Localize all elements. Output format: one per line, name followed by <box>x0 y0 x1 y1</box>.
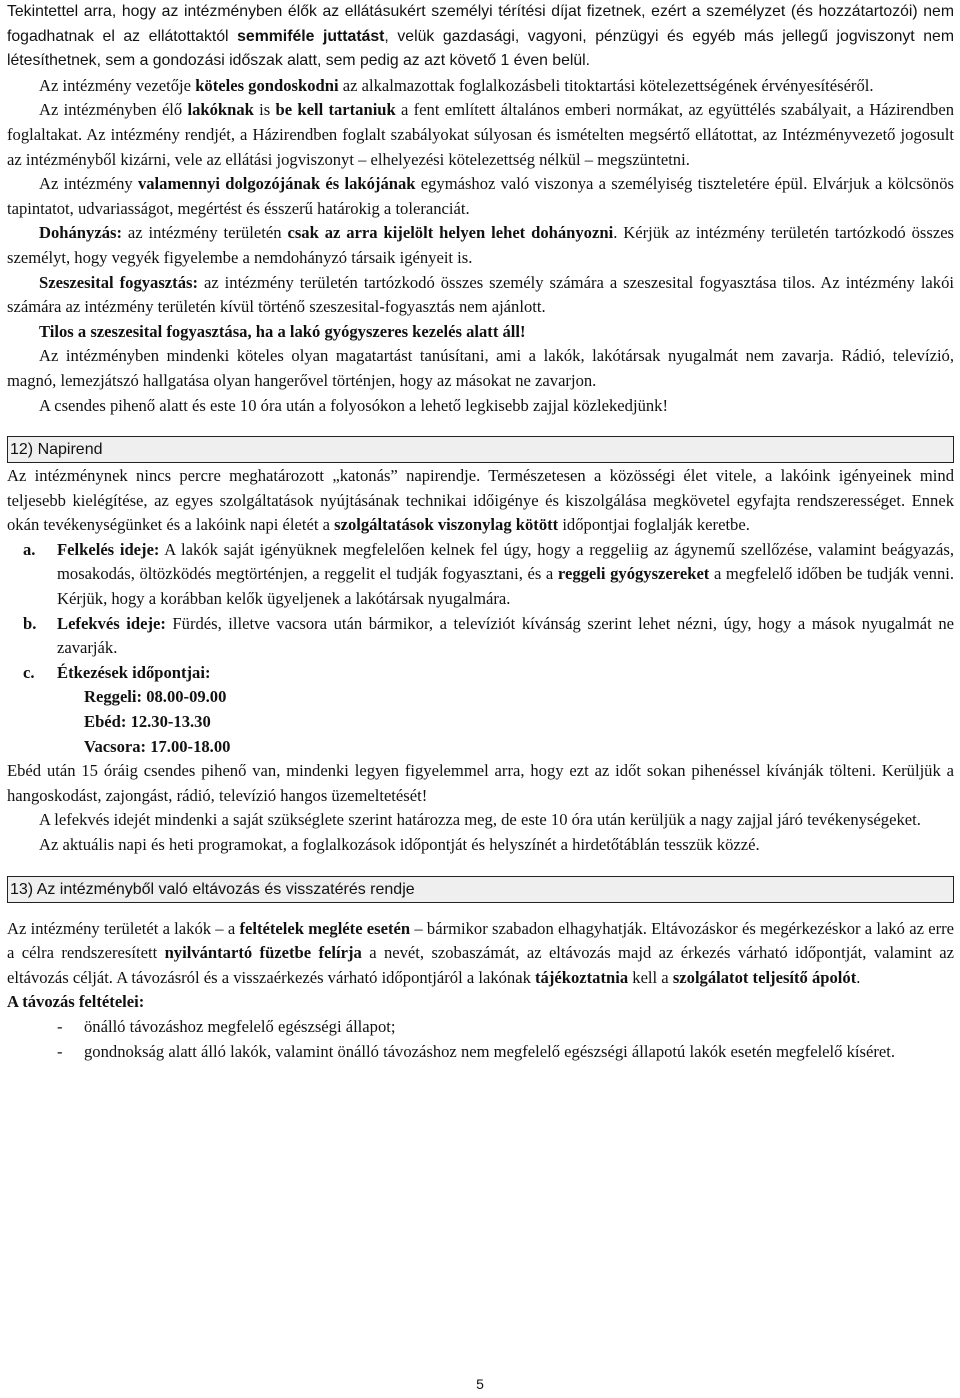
text: gondnokság alatt álló lakók, valamint önálló távozáshoz nem megfelelő egészségi állapotú lakók esetén megfelelő kíséret. <box>84 1041 895 1061</box>
text: is <box>253 100 276 120</box>
text: a nevét, szobaszámát, az eltávozás majd az érkezés várható időpontját, valamint az eltávozás célját. A távozásról és a visszaérkezés várható időpontjáról a lakónak <box>7 943 954 987</box>
bold-text: A távozás feltételei: <box>7 992 145 1012</box>
text: az alkalmazottak foglalkozásbeli titoktartási kötelezettségének érvényesítéséről. <box>338 75 874 95</box>
list-marker: a. <box>23 539 36 559</box>
condition-item <box>7 1040 954 1065</box>
text: . Kérjük az intézmény területén tartózkodó összes személyt, hogy vegyék figyelembe a nemdohányzó társaik igényeit is. <box>7 223 955 267</box>
list-item-bedtime <box>7 612 954 661</box>
page-number: 5 <box>476 1376 484 1392</box>
text: , velük gazdasági, vagyoni, pénzügyi és egyéb más jellegű jogviszonyt nem létesíthetnek, sem a gondozási időszak alatt, sem pedig az azt követő 1 éven belül. <box>7 27 954 70</box>
text: időpontjai foglalják keretbe. <box>558 515 750 535</box>
paragraph-alcohol-warning <box>7 320 954 345</box>
meal-time-breakfast: Reggeli: 08.00-09.00 <box>84 687 227 707</box>
bold-text: köteles gondoskodni <box>195 75 339 95</box>
text: Az intézmény területét a lakók – a <box>7 918 240 938</box>
bold-text: szolgálatot teljesítő ápolót <box>672 967 857 987</box>
meal-time-lunch: Ebéd: 12.30-13.30 <box>84 712 211 732</box>
text: az intézmény területén tartózkodó összes személy számára a szeszesital fogyasztása tilos. Az intézmény lakói számára az intézmény területén kívül történő szeszesital-fogyasztás nem ajánlott. <box>7 272 954 317</box>
text: önálló távozáshoz megfelelő egészségi állapot; <box>84 1016 396 1036</box>
bold-text: tájékoztatnia <box>535 967 629 987</box>
list-marker: c. <box>23 662 35 682</box>
text: kell a <box>628 967 673 987</box>
paragraph-bedtime-choice: A lefekvés idejét mindenki a saját szükséglete szerint határozza meg, de este 10 óra után kerüljük a nagy zajjal járó tevékenységeket. <box>39 810 921 830</box>
meal-time-dinner: Vacsora: 17.00-18.00 <box>84 736 231 756</box>
bold-text: csak az arra kijelölt helyen lehet dohányozni <box>287 223 614 243</box>
text: Az intézményben élő <box>39 100 188 120</box>
list-marker: - <box>57 1016 63 1036</box>
text: A lakók saját igényüknek megfelelően kelnek fel úgy, hogy a reggeliig az ágynemű szellőzése, valamint beágyazás, mosakodás, öltözködés megtörténjen, a reggelit el tudják fogyasztani, és a <box>57 539 954 584</box>
text: Fürdés, illetve vacsora után bármikor, a televíziót kívánság szerint lehet nézni, úgy, hogy a mások nyugalmát ne zavarják. <box>57 613 954 658</box>
paragraph-no-gifts <box>7 0 954 74</box>
bold-text: Szeszesital fogyasztás: <box>39 272 198 292</box>
text: Tekintettel arra, hogy az intézményben élők az ellátásukért személyi térítési díjat fizetnek, ezért a személyzet (és hozzátartozói) nem fogadhatnak el az ellátottaktól <box>7 3 954 45</box>
bold-text: valamennyi dolgozójának és lakójának <box>137 174 416 194</box>
text: az intézmény területén <box>121 223 288 243</box>
bold-text: lakóknak <box>187 100 254 120</box>
document-page <box>7 0 954 1064</box>
conditions-title <box>7 990 954 1015</box>
text: . <box>856 967 861 987</box>
paragraph-quiet: Az intézményben mindenki köteles olyan magatartást tanúsítani, ami a lakók, lakótársak nyugalmát nem zavarja. Rádió, televízió, magnó, lemezjátszó hallgatása olyan hangerővel történjen, hogy az másokat ne zavarjon. <box>7 346 954 390</box>
text: egymáshoz való viszonya a személyiség tiszteletére épül. Elvárjuk a kölcsönös tapintatot, udvariasságot, megértést és ésszerű határokig a toleranciát. <box>7 174 954 218</box>
list-marker: b. <box>23 613 37 633</box>
paragraph-schedule-intro <box>7 464 954 538</box>
bold-text: reggeli gyógyszereket <box>557 564 710 584</box>
bold-text: Felkelés ideje: <box>57 539 160 559</box>
paragraph-leaving <box>7 917 954 991</box>
condition-item <box>7 1015 954 1040</box>
paragraph-programs: Az aktuális napi és heti programokat, a foglalkozások időpontját és helyszínét a hirdetőtáblán tesszük közzé. <box>39 835 760 854</box>
section-heading-13 <box>7 876 954 903</box>
section-title: 13) Az intézményből való eltávozás és visszatérés rendje <box>10 880 415 898</box>
paragraph-alcohol <box>7 271 954 320</box>
section-heading-12 <box>7 436 954 463</box>
paragraph-afternoon-rest: Ebéd után 15 óráig csendes pihenő van, mindenki legyen figyelemmel arra, hogy ezt az időt sokan pihenéssel kívánják tölteni. Kerüljük a hangoskodást, zajongást, rádió, televízió hangos üzemeltetését! <box>7 761 954 805</box>
list-marker: - <box>57 1041 63 1061</box>
text: Az intézmény vezetője <box>39 75 196 95</box>
paragraph-smoking <box>7 221 954 270</box>
bold-text: szolgáltatások viszonylag kötött <box>334 515 559 535</box>
paragraph-corridor: A csendes pihenő alatt és este 10 óra után a folyosókon a lehető legkisebb zajjal közlekedjünk! <box>39 395 668 415</box>
bold-text: nyilvántartó füzetbe felírja <box>164 943 362 963</box>
bold-text: be kell tartaniuk <box>275 100 396 120</box>
bold-text: Dohányzás: <box>39 223 122 243</box>
bold-text: Tilos a szeszesital fogyasztása, ha a lakó gyógyszeres kezelés alatt áll! <box>39 321 526 341</box>
text: – bármikor szabadon elhagyhatják. Eltávozáskor és megérkezéskor a lakó az erre a célra rendszeresített <box>7 918 954 963</box>
list-item-meals <box>7 661 954 686</box>
text: a megfelelő időben be tudják venni. Kérjük, hogy a korábban kelők ügyeljenek a lakótársak nyugalmára. <box>57 564 955 609</box>
paragraph-respect <box>7 172 954 221</box>
paragraph-confidentiality <box>7 74 954 99</box>
text: a fent említett általános emberi normákat, az együttélés szabályait, a Házirendben foglaltakat. Az intézmény rendjét, a Házirendben foglalt szabályokat súlyosan és ismételten megsértő ellátottat, az Intézményvezető jogosult az intézményből kizárni, vele az ellátási jogviszonyt – elhelyezési kötelezettség nélkül – megszüntetni. <box>7 100 954 169</box>
list-item-wakeup <box>7 538 954 612</box>
bold-text: Étkezések időpontjai: <box>57 662 211 682</box>
section-title: 12) Napirend <box>10 441 103 459</box>
text: Az intézménynek nincs percre meghatározott „katonás” napirendje. Természetesen a közösségi élet vitele, a lakóink igényeinek mind teljesebb kielégítése, az egyes szolgáltatások nyújtásának technikai időigénye és kiszolgálása megkövetel egyfajta rendszerességet. Ennek okán tevékenységünket és a lakóink napi életét a <box>7 466 954 535</box>
bold-text: Lefekvés ideje: <box>57 613 166 633</box>
text: Az intézmény <box>39 174 138 194</box>
paragraph-resident-rules <box>7 98 954 172</box>
bold-text: semmiféle juttatást <box>237 27 385 45</box>
bold-text: feltételek megléte esetén <box>239 918 411 938</box>
